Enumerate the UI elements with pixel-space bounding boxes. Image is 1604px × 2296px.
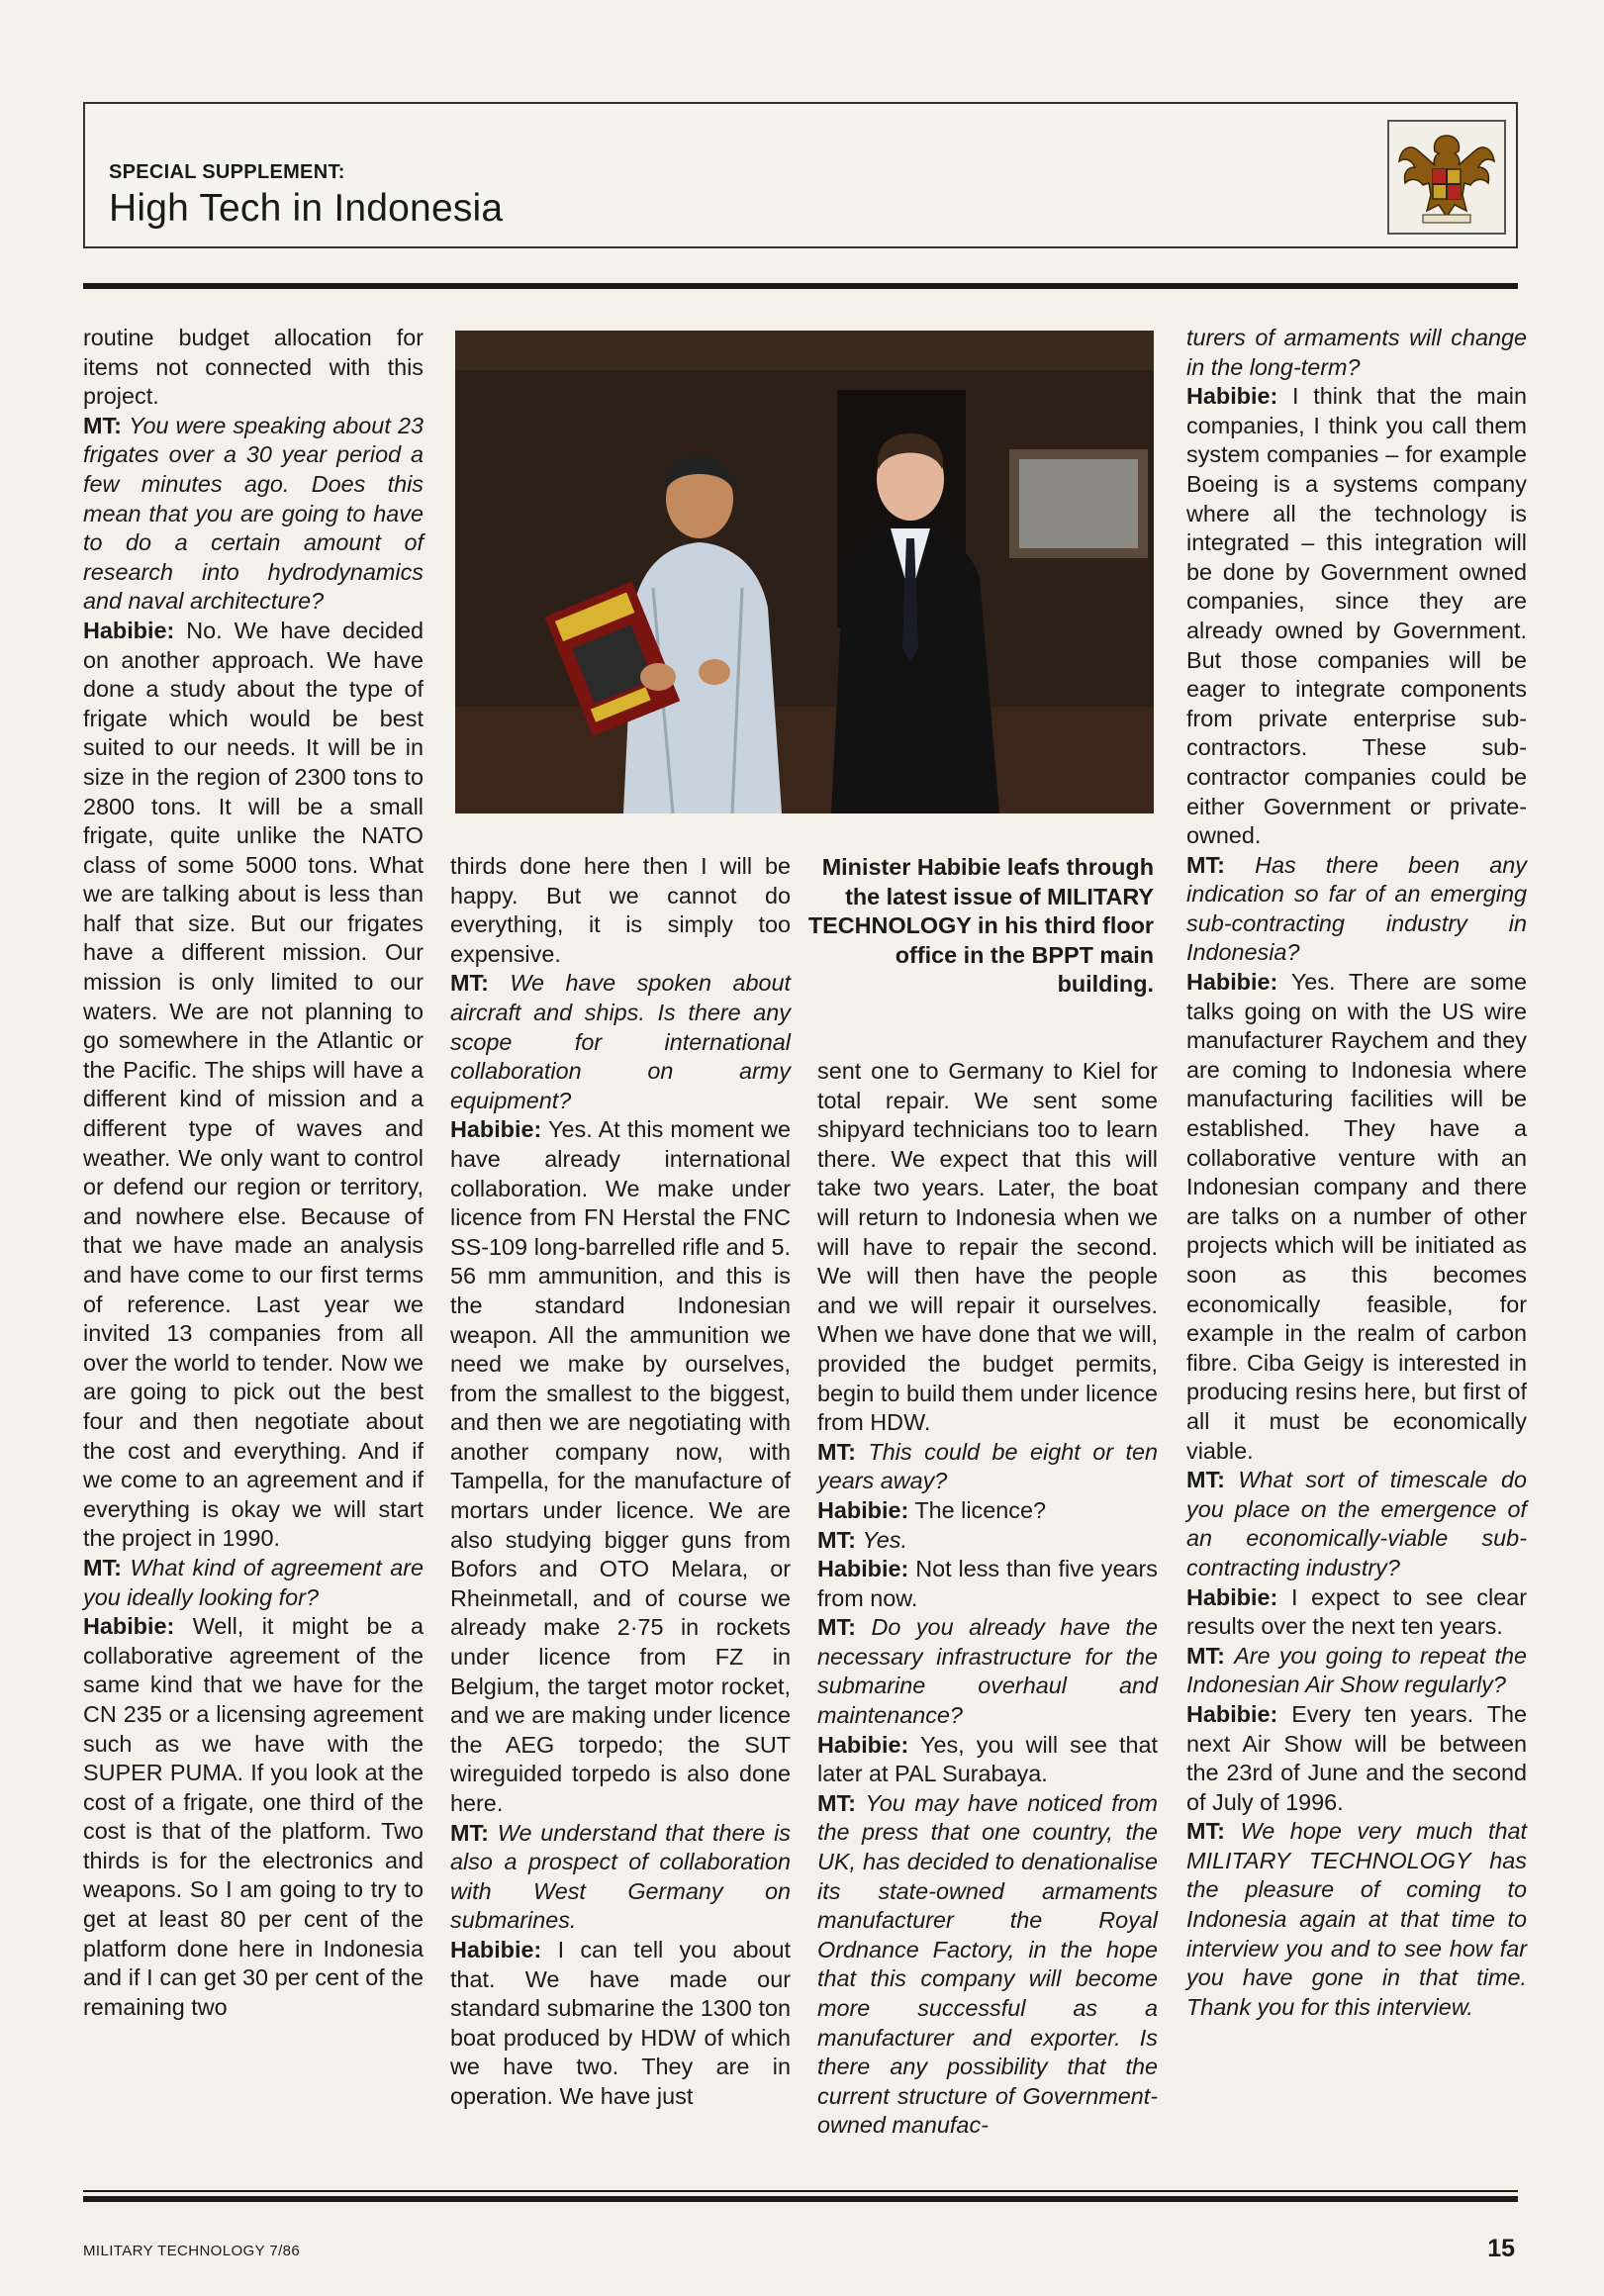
paragraph-text: I expect to see clear results over the next ten years. bbox=[1186, 1583, 1528, 1640]
interviewer-question bbox=[83, 412, 424, 617]
speaker-label: Habibie: bbox=[1186, 1583, 1278, 1610]
speaker-label: MT: bbox=[450, 1819, 489, 1846]
speaker-label: MT: bbox=[83, 412, 122, 438]
speaker-label: MT: bbox=[450, 970, 489, 997]
paragraph-text: We hope very much that MILITARY TECHNOLOGY has the pleasure of coming to Indonesia again at that time to interview you and to see how far you have gone in that time. Thank you for this interview. bbox=[1186, 1818, 1527, 2020]
page-number: 15 bbox=[1487, 2235, 1515, 2262]
paragraph-text: The licence? bbox=[914, 1496, 1046, 1523]
paragraph-text: We have spoken about aircraft and ships. Is there any scope for international collaboration on army equipment? bbox=[450, 970, 791, 1113]
interviewer-question bbox=[817, 1526, 1158, 1556]
interviewee-answer bbox=[817, 1496, 1158, 1526]
paragraph-text: Do you already have the necessary infrastructure for the submarine overhaul and maintenance? bbox=[817, 1614, 1159, 1729]
paragraph-text: We understand that there is also a prospect of collaboration with West Germany on submarines. bbox=[450, 1819, 791, 1934]
interviewer-question bbox=[1186, 1642, 1527, 1700]
speaker-label: MT: bbox=[817, 1614, 856, 1641]
article-column-3 bbox=[817, 1057, 1158, 2141]
paragraph-text: thirds done here then I will be happy. But we cannot do everything, it is simply too expensive. bbox=[450, 853, 791, 967]
paragraph-text: Not less than five years from now. bbox=[817, 1556, 1158, 1611]
speaker-label: MT: bbox=[1186, 851, 1225, 878]
speaker-label: Habibie: bbox=[817, 1556, 909, 1582]
paragraph-text: Every ten years. The next Air Show will be between the 23rd of June and the second of July of 1996. bbox=[1186, 1700, 1528, 1815]
paragraph-text: sent one to Germany to Kiel for total repair. We sent some shipyard technicians too to learn there. We expect that this will take two years. Later, the boat will return to Indonesia when we will have to repair the second. We will then have the people and we will repair it ourselves. When we have done that we will, provided the budget permits, begin to build them under licence from HDW. bbox=[817, 1058, 1158, 1436]
supplement-kicker: SPECIAL SUPPLEMENT: bbox=[109, 161, 345, 183]
interviewee-answer bbox=[817, 1555, 1158, 1613]
paragraph-text: No. We have decided on another approach. We have done a study about the type of frigate which would be best suited to our needs. It will be in size in the region of 2300 tons to 2800 tons. It will be a small frigate, quite unlike the NATO class of some 5000 tons. What we are talking about is less than half that size. But our frigates have a different mission. Our mission is only limited to our waters. We are not planning to go somewhere in the Atlantic or the Pacific. The ships will have a different kind of mission and a different type of waves and weather. We only want to control or defend our region or territory, and nowhere else. Because of that we have made an analysis and have come to our first terms of reference. Last year we invited 13 companies from all over the world to tender. Now we are going to pick out the best four and then negotiate about the cost and everything. And if we come to an agreement and if everything is okay we will start the project in 1990. bbox=[83, 617, 424, 1552]
speaker-label: MT: bbox=[83, 1554, 122, 1580]
top-rule bbox=[83, 283, 1518, 289]
paragraph-text: Yes. bbox=[862, 1526, 907, 1553]
paragraph-text: Yes, you will see that later at PAL Surabaya. bbox=[817, 1731, 1159, 1787]
speaker-label: Habibie: bbox=[1186, 969, 1278, 996]
interviewer-question bbox=[450, 969, 791, 1115]
article-paragraph bbox=[817, 1057, 1158, 1438]
speaker-label: Habibie: bbox=[817, 1496, 909, 1523]
interviewee-answer bbox=[83, 1612, 424, 2022]
interview-photo bbox=[455, 331, 1154, 813]
paragraph-text: Well, it might be a collaborative agreement of the same kind that we have for the CN 235 or a licensing agreement such as we have with the SUPER PUMA. If you look at the cost of a frigate, one third of the cost is that of the platform. Two thirds is for the electronics and weapons. So I am going to try to get at least 80 per cent of the platform done here in Indonesia and if I can get 30 per cent of the remaining two bbox=[83, 1613, 424, 2020]
paragraph-text: Yes. At this moment we have already international collaboration. We make under licence from FN Herstal the FNC SS-109 long-barrelled rifle and 5. 56 mm ammunition, and this is the standard Indonesian weapon. All the ammunition we need we make by ourselves, from the smallest to the biggest, and then we are negotiating with another company now, with Tampella, for the manufacture of mortars under licence. We are also studying bigger guns from Bofors and OTO Melara, or Rheinmetall, and of course we already make 2·75 in rockets under licence from FZ in Belgium, the target motor rocket, and we are making under licence the AEG torpedo; the SUT wireguided torpedo is also done here. bbox=[450, 1116, 792, 1816]
article-column-4 bbox=[1186, 324, 1527, 2022]
speaker-label: MT: bbox=[817, 1526, 856, 1553]
interviewee-answer bbox=[1186, 1700, 1527, 1817]
speaker-label: MT: bbox=[817, 1789, 856, 1816]
speaker-label: MT: bbox=[1186, 1642, 1225, 1669]
speaker-label: Habibie: bbox=[450, 1936, 542, 1962]
paragraph-text: You may have noticed from the press that one country, the UK, has decided to denationalise its state-owned armaments manufacturer the Royal Ordnance Factory, in the hope that this company will become more successful as a manufacturer and exporter. Is there any possibility that the current structure of Government-owned manufac- bbox=[817, 1789, 1158, 2139]
paragraph-text: Yes. There are some talks going on with the US wire manufacturer Raychem and they are coming to Indonesia where manufacturing facilities will be established. They have a collaborative venture with an Indonesian company and there are talks on a number of other projects which will be initiated as soon as this becomes economically feasible, for example in the realm of carbon fibre. Ciba Geigy is interested in producing resins here, but first of all it must be economically viable. bbox=[1186, 969, 1527, 1464]
speaker-label: Habibie: bbox=[817, 1731, 909, 1758]
interviewee-answer bbox=[1186, 382, 1527, 851]
interviewer-question bbox=[83, 1554, 424, 1612]
bottom-rule-thin bbox=[83, 2190, 1518, 2192]
interviewer-question bbox=[817, 1438, 1158, 1496]
speaker-label: Habibie: bbox=[1186, 383, 1278, 410]
paragraph-text: Has there been any indication so far of an emerging sub-contracting industry in Indonesia? bbox=[1186, 851, 1527, 966]
speaker-label: MT: bbox=[1186, 1467, 1225, 1493]
interviewer-question bbox=[1186, 1466, 1527, 1582]
interviewer-question bbox=[1186, 1817, 1527, 2022]
paragraph-text: What sort of timescale do you place on the emergence of an economically-viable sub-contracting industry? bbox=[1186, 1467, 1528, 1580]
photo-caption: Minister Habibie leafs through the latest issue of MILITARY TECHNOLOGY in his third floor office in the BPPT main building. bbox=[807, 854, 1154, 998]
article-paragraph bbox=[1186, 324, 1527, 382]
supplement-header bbox=[83, 102, 1518, 248]
speaker-label: MT: bbox=[817, 1438, 856, 1465]
paragraph-text: Are you going to repeat the Indonesian Air Show regularly? bbox=[1186, 1642, 1528, 1698]
supplement-title: High Tech in Indonesia bbox=[109, 187, 504, 230]
paragraph-text: turers of armaments will change in the long-term? bbox=[1186, 325, 1527, 380]
speaker-label: MT: bbox=[1186, 1818, 1225, 1845]
speaker-label: Habibie: bbox=[450, 1116, 542, 1143]
interviewer-question bbox=[450, 1819, 791, 1936]
paragraph-text: You were speaking about 23 frigates over a 30 year period a few minutes ago. Does this mean that you are going to have to do a certain amount of research into hydrodynamics and naval architecture? bbox=[83, 412, 424, 615]
interviewee-answer bbox=[1186, 1583, 1527, 1642]
article-paragraph bbox=[450, 852, 791, 969]
interviewee-answer bbox=[450, 1936, 791, 2112]
speaker-label: Habibie: bbox=[83, 617, 175, 643]
article-column-2 bbox=[450, 852, 791, 2112]
interviewee-answer bbox=[83, 617, 424, 1554]
interviewee-answer bbox=[817, 1731, 1158, 1789]
article-paragraph bbox=[83, 324, 424, 412]
interviewer-question bbox=[817, 1789, 1158, 2141]
bottom-rule bbox=[83, 2196, 1518, 2202]
paragraph-text: I think that the main companies, I think you call them system companies – for example Boeing is a systems company where all the technology is integrated – this integration will be done by Government owned companies, since they are already owned by Government. But those companies will be eager to integrate components from private enterprise sub-contractors. These sub-contractor companies could be either Government or private-owned. bbox=[1186, 383, 1527, 849]
paragraph-text: routine budget allocation for items not connected with this project. bbox=[83, 325, 424, 410]
interviewer-question bbox=[1186, 851, 1527, 968]
publication-footer: MILITARY TECHNOLOGY 7/86 bbox=[83, 2243, 301, 2259]
speaker-label: Habibie: bbox=[83, 1613, 175, 1640]
speaker-label: Habibie: bbox=[1186, 1700, 1278, 1727]
interviewee-answer bbox=[1186, 968, 1527, 1466]
interviewee-answer bbox=[450, 1115, 791, 1818]
article-column-1 bbox=[83, 324, 424, 2022]
paragraph-text: This could be eight or ten years away? bbox=[817, 1438, 1159, 1494]
interviewer-question bbox=[817, 1613, 1158, 1730]
paragraph-text: What kind of agreement are you ideally looking for? bbox=[83, 1554, 425, 1610]
paragraph-text: I can tell you about that. We have made our standard submarine the 1300 ton boat produced by HDW of which we have two. They are in operation. We have just bbox=[450, 1936, 792, 2109]
garuda-emblem-icon bbox=[1387, 120, 1506, 235]
